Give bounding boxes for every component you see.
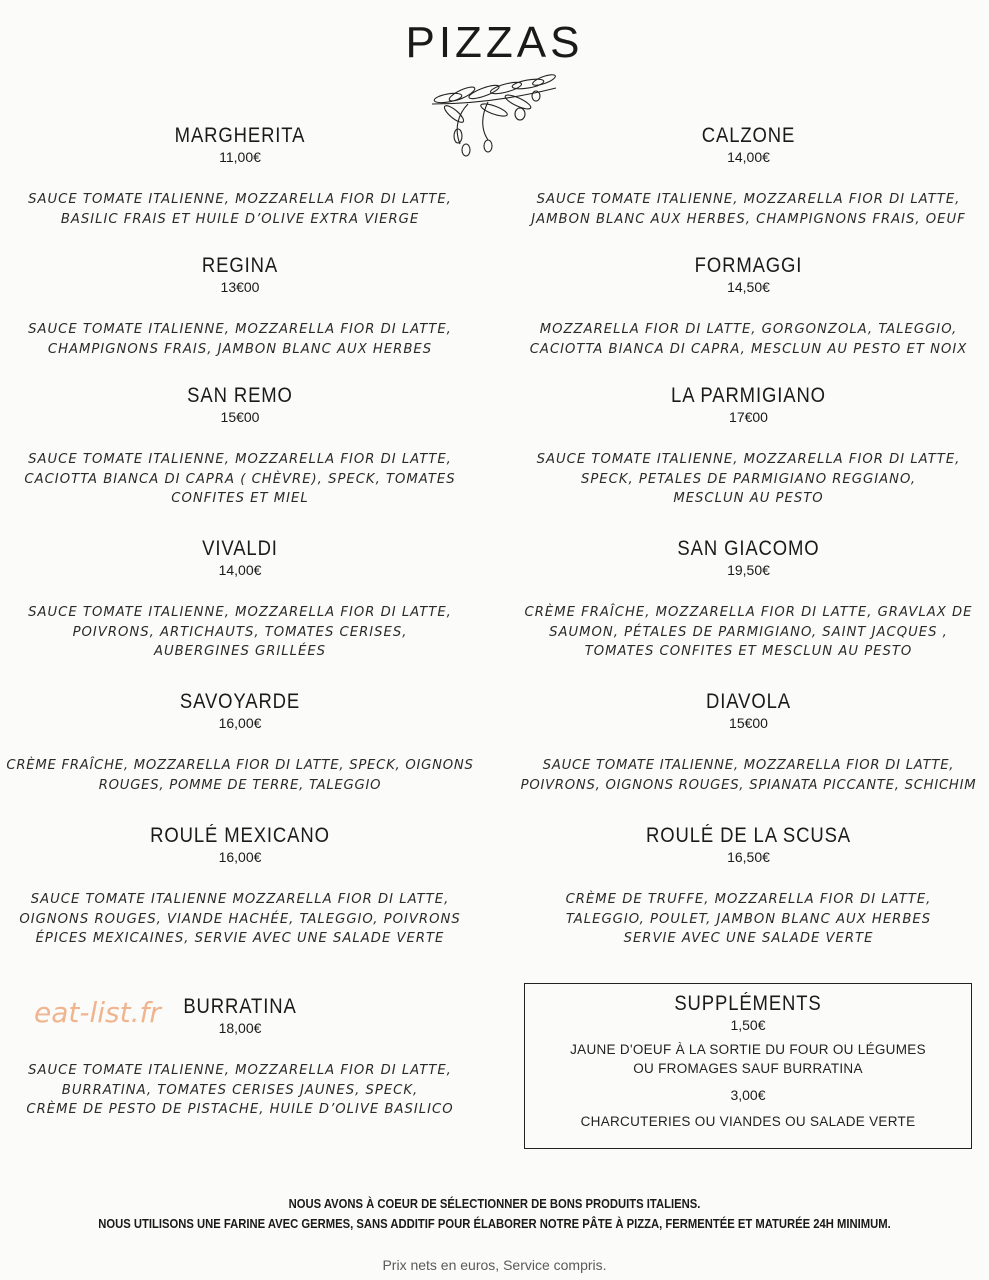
description-line: JAMBON BLANC AUX HERBES, CHAMPIGNONS FRAIS, OEUF: [531, 211, 966, 227]
description-line: CRÈME FRAÎCHE, MOZZARELLA FIOR DI LATTE, SPECK, OIGNONS: [6, 758, 474, 773]
description-line: SAUCE TOMATE ITALIENNE, MOZZARELLA FIOR DI LATTE,: [28, 192, 452, 207]
pizza-name: DIAVOLA: [706, 690, 791, 713]
supplement-line: JAUNE D'OEUF À LA SORTIE DU FOUR OU LÉGUMES: [570, 1042, 926, 1057]
supplement-text: [525, 1040, 971, 1078]
pizza-item-regina: [0, 254, 480, 359]
pizza-description: [0, 190, 480, 229]
pizza-name: VIVALDI: [202, 537, 278, 560]
description-line: SAUCE TOMATE ITALIENNE, MOZZARELLA FIOR DI LATTE,: [28, 322, 452, 337]
pizza-item-san-giacomo: [508, 537, 989, 662]
description-line: CRÈME DE PESTO DE PISTACHE, HUILE D’OLIVE BASILICO: [26, 1102, 454, 1118]
pizza-price: 19,50€: [727, 562, 770, 578]
pizza-price: 16,50€: [727, 849, 770, 865]
pizza-name: ROULÉ DE LA SCUSA: [646, 824, 851, 847]
description-line: OIGNONS ROUGES, VIANDE HACHÉE, TALEGGIO, POIVRONS: [19, 911, 461, 927]
description-line: POIVRONS, OIGNONS ROUGES, SPIANATA PICCANTE, SCHICHIM: [520, 777, 977, 793]
description-line: CACIOTTA BIANCA DI CAPRA, MESCLUN AU PESTO ET NOIX: [529, 341, 968, 357]
footer-text: Prix nets en euros, Service compris.: [382, 1257, 607, 1273]
pizza-description: [508, 190, 989, 229]
description-line: SAUMON, PÉTALES DE PARMIGIANO, SAINT JACQUES ,: [549, 624, 948, 640]
pizza-price: 14,00€: [218, 562, 262, 578]
pizza-price: 14,00€: [727, 149, 770, 165]
pizza-item-burratina: [0, 995, 480, 1120]
pizza-name: ROULÉ MEXICANO: [150, 824, 330, 847]
pizza-item-savoyarde: [0, 690, 480, 795]
pizza-name: REGINA: [201, 254, 279, 277]
description-line: ÉPICES MEXICAINES, SERVIE AVEC UNE SALADE VERTE: [35, 931, 445, 947]
pizza-description: [0, 756, 480, 795]
description-line: SAUCE TOMATE ITALIENNE MOZZARELLA FIOR DI LATTE,: [30, 892, 450, 907]
pizza-price: 16,00€: [218, 849, 262, 865]
description-line: CHAMPIGNONS FRAIS, JAMBON BLANC AUX HERBES: [47, 341, 433, 357]
pizza-item-diavola: [508, 690, 989, 795]
pizza-name: CALZONE: [701, 124, 796, 147]
pizza-description: [508, 890, 989, 949]
pizza-price: 18,00€: [218, 1020, 262, 1036]
pizza-item-san-remo: [0, 384, 480, 509]
description-line: SPECK, PETALES DE PARMIGIANO REGGIANO,: [580, 471, 917, 487]
pizza-item-margherita: [0, 124, 480, 229]
note-line: NOUS UTILISONS UNE FARINE AVEC GERMES, SANS ADDITIF POUR ÉLABORER NOTRE PÂTE À PIZZA, FERMENTÉE ET MATURÉE 24H MINIMUM.: [98, 1217, 891, 1231]
pizza-description: [508, 450, 989, 509]
description-line: MESCLUN AU PESTO: [673, 491, 824, 507]
description-line: AUBERGINES GRILLÉES: [153, 644, 327, 660]
description-line: SAUCE TOMATE ITALIENNE, MOZZARELLA FIOR DI LATTE,: [536, 452, 961, 467]
description-line: SAUCE TOMATE ITALIENNE, MOZZARELLA FIOR DI LATTE,: [28, 605, 452, 620]
pizza-item-roule-mexicano: [0, 824, 480, 949]
pizza-description: [0, 603, 480, 662]
supplement-price: 3,00€: [730, 1087, 766, 1103]
supplement-text: CHARCUTERIES OU VIANDES OU SALADE VERTE: [580, 1114, 916, 1129]
description-line: BURRATINA, TOMATES CERISES JAUNES, SPECK,: [61, 1082, 419, 1098]
pizza-description: [0, 320, 480, 359]
pizza-description: [508, 320, 989, 359]
description-line: ROUGES, POMME DE TERRE, TALEGGIO: [98, 777, 382, 793]
pizza-description: [0, 890, 480, 949]
description-line: TALEGGIO, POULET, JAMBON BLANC AUX HERBES: [565, 911, 932, 927]
pizza-description: [0, 1061, 480, 1120]
supplement-price: 1,50€: [730, 1017, 766, 1033]
pizza-description: [0, 450, 480, 509]
pizza-item-la-parmigiano: [508, 384, 989, 509]
pizza-price: 15€00: [220, 409, 260, 425]
pizza-price: 13€00: [220, 279, 260, 295]
pizza-item-calzone: [508, 124, 989, 229]
description-line: CONFITES ET MIEL: [171, 491, 309, 507]
pizza-item-roule-de-la-scusa: [508, 824, 989, 949]
pizza-price: 11,00€: [219, 149, 261, 165]
description-line: SAUCE TOMATE ITALIENNE, MOZZARELLA FIOR DI LATTE,: [28, 452, 452, 467]
pizza-name: FORMAGGI: [694, 254, 803, 277]
description-line: POIVRONS, ARTICHAUTS, TOMATES CERISES,: [72, 624, 408, 640]
description-line: SERVIE AVEC UNE SALADE VERTE: [623, 931, 874, 947]
pizza-name: BURRATINA: [183, 995, 297, 1018]
pizza-name: SAVOYARDE: [179, 690, 301, 713]
pizza-item-vivaldi: [0, 537, 480, 662]
page-title: PIZZAS: [405, 18, 584, 67]
description-line: MOZZARELLA FIOR DI LATTE, GORGONZOLA, TALEGGIO,: [539, 322, 958, 337]
description-line: CACIOTTA BIANCA DI CAPRA ( CHÈVRE), SPECK, TOMATES: [24, 471, 456, 487]
pizza-price: 17€00: [729, 409, 768, 425]
supplements-box: [524, 983, 972, 1149]
pizza-item-formaggi: [508, 254, 989, 359]
description-line: SAUCE TOMATE ITALIENNE, MOZZARELLA FIOR DI LATTE,: [28, 1063, 452, 1078]
description-line: TOMATES CONFITES ET MESCLUN AU PESTO: [584, 644, 913, 660]
description-line: CRÈME DE TRUFFE, MOZZARELLA FIOR DI LATTE,: [565, 892, 932, 907]
watermark: eat-list.fr: [34, 996, 161, 1029]
supplement-line: OU FROMAGES SAUF BURRATINA: [633, 1061, 863, 1076]
pizza-name: SAN GIACOMO: [677, 537, 820, 560]
pizza-description: [508, 603, 989, 662]
pizza-price: 16,00€: [218, 715, 262, 731]
note-line: NOUS AVONS À COEUR DE SÉLECTIONNER DE BONS PRODUITS ITALIENS.: [288, 1197, 701, 1211]
supplements-title: SUPPLÉMENTS: [674, 992, 822, 1015]
pizza-name: SAN REMO: [187, 384, 293, 407]
description-line: SAUCE TOMATE ITALIENNE, MOZZARELLA FIOR DI LATTE,: [536, 192, 961, 207]
pizza-name: MARGHERITA: [174, 124, 306, 147]
pizza-description: [508, 756, 989, 795]
description-line: CRÈME FRAÎCHE, MOZZARELLA FIOR DI LATTE, GRAVLAX DE: [524, 605, 973, 620]
pizza-name: LA PARMIGIANO: [671, 384, 826, 407]
pizza-price: 14,50€: [727, 279, 770, 295]
description-line: SAUCE TOMATE ITALIENNE, MOZZARELLA FIOR DI LATTE,: [542, 758, 955, 773]
pizza-price: 15€00: [729, 715, 768, 731]
description-line: BASILIC FRAIS ET HUILE D’OLIVE EXTRA VIERGE: [60, 211, 420, 227]
